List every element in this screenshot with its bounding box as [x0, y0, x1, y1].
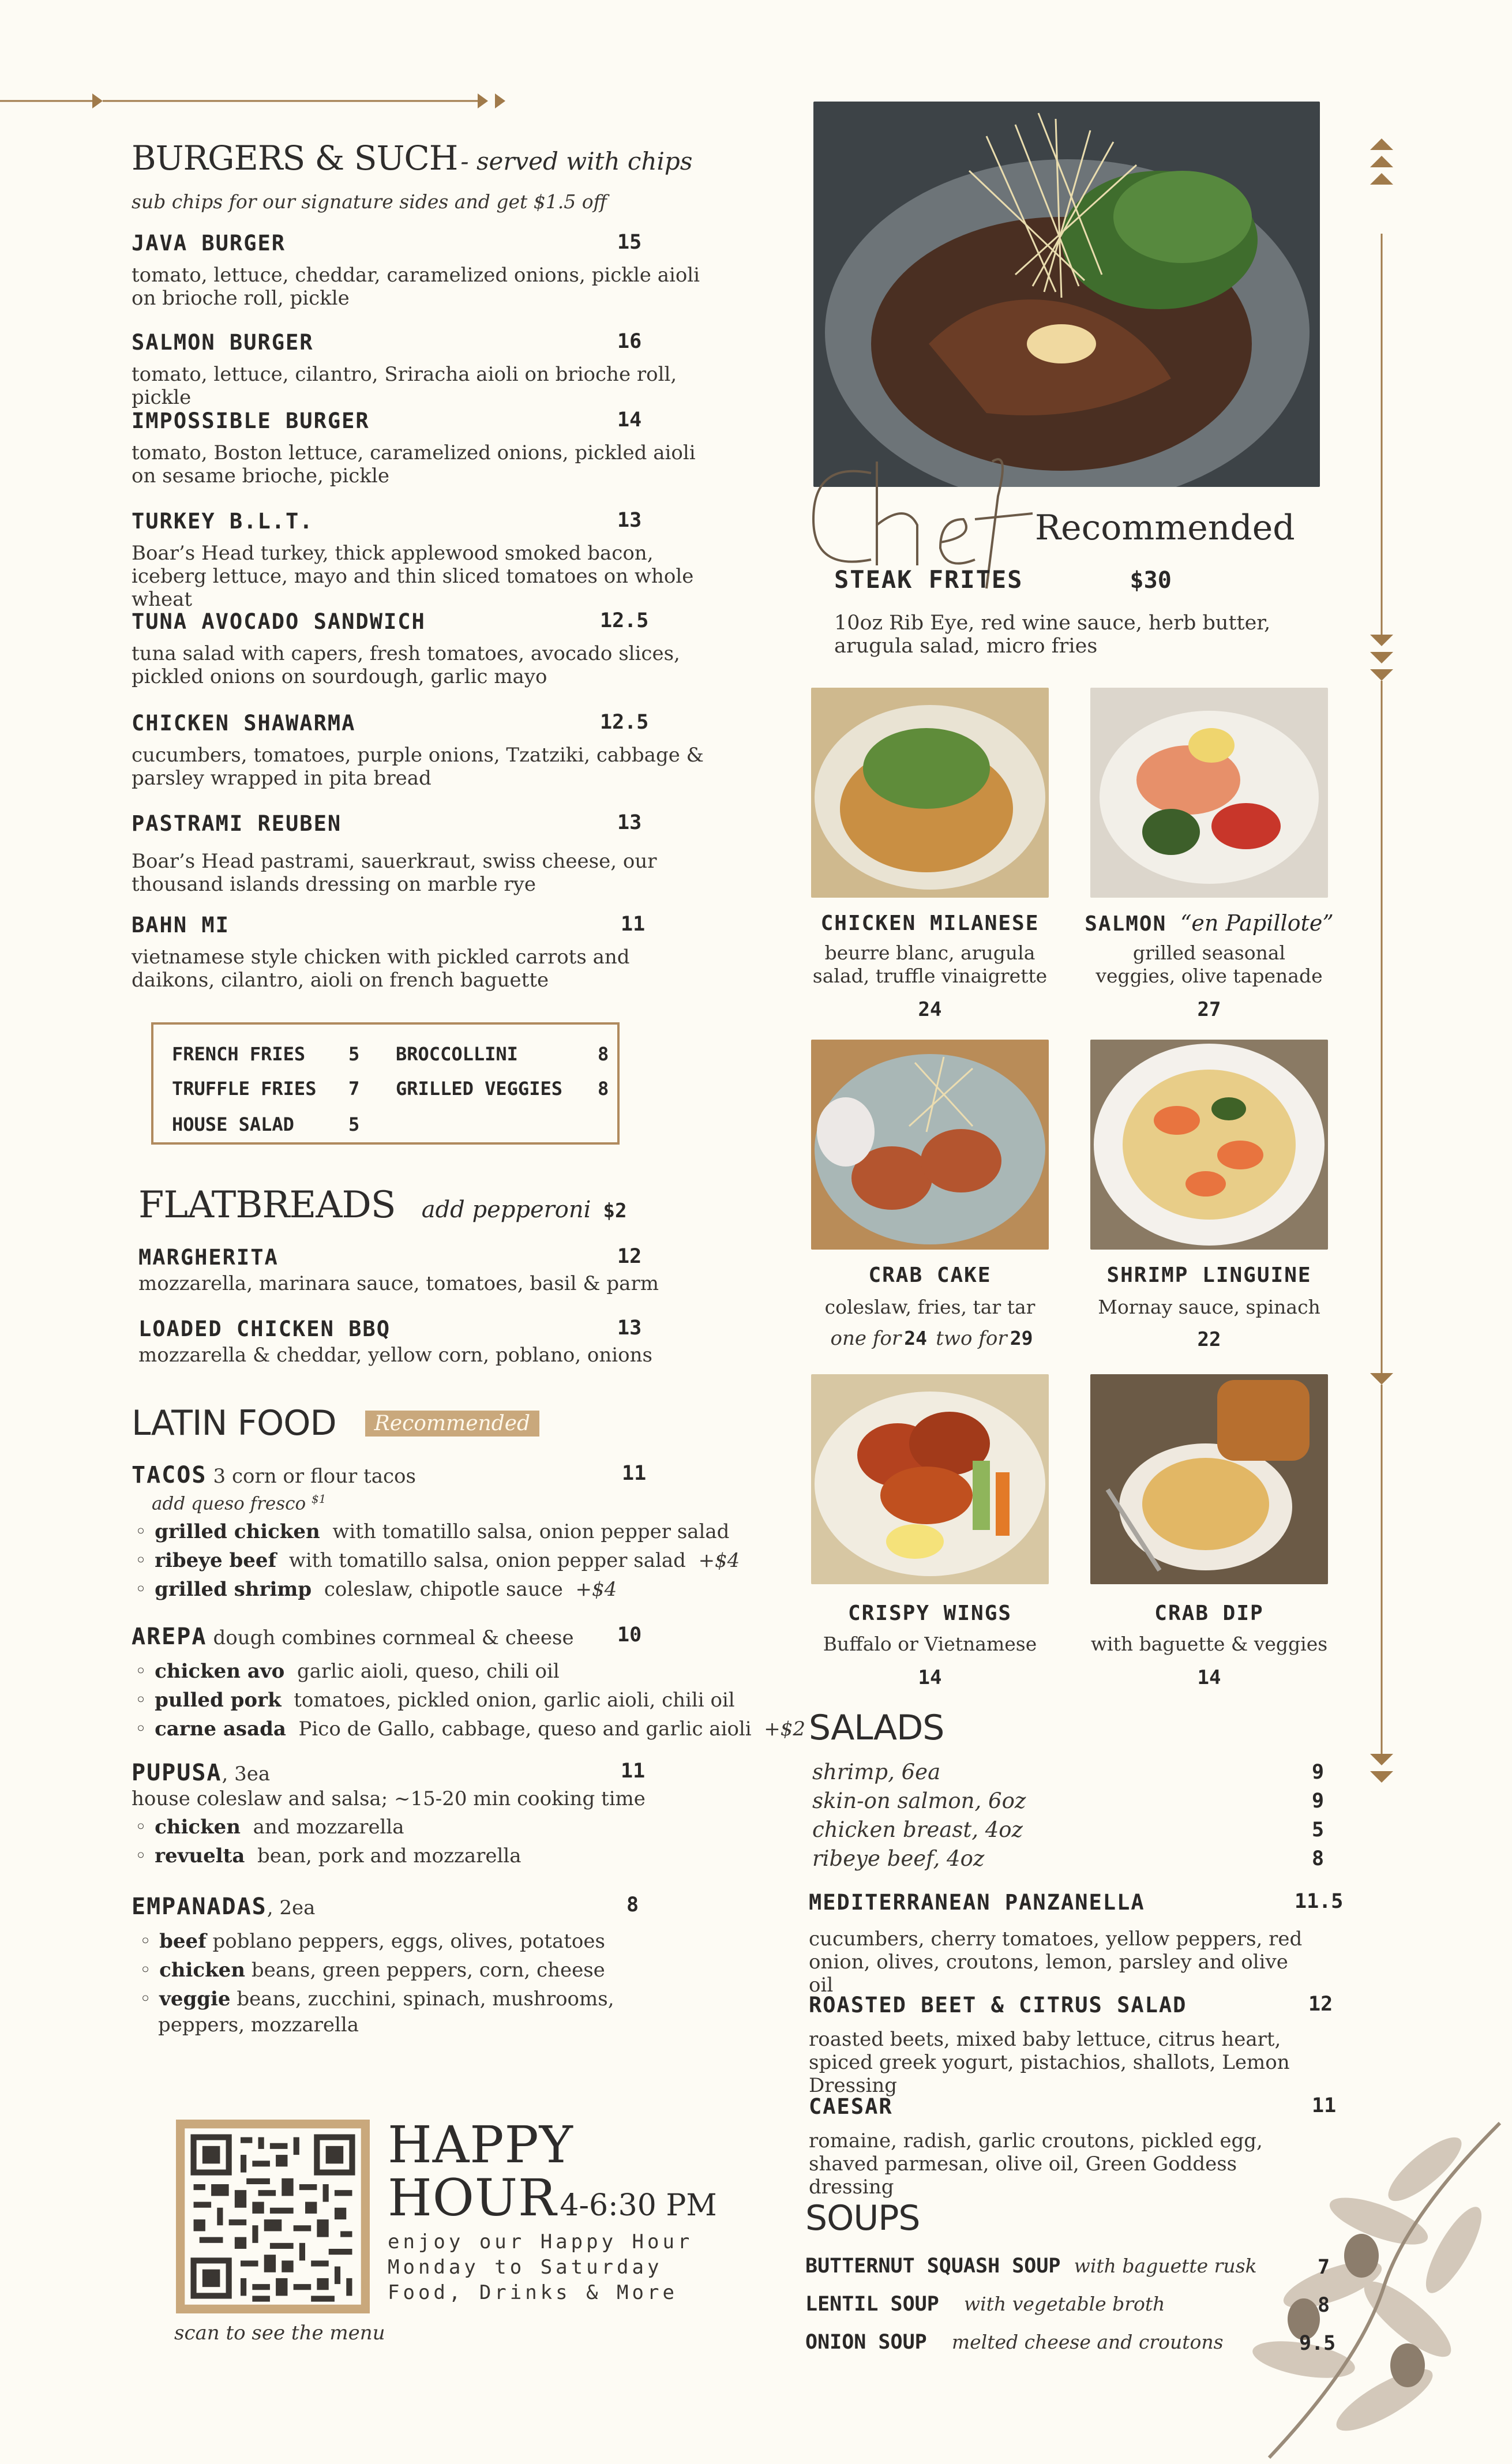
- list-item: skin-on salmon, 6oz 9: [812, 1788, 1325, 1813]
- soups-title: SOUPS: [805, 2198, 920, 2238]
- salmon-photo: [1090, 688, 1328, 898]
- menu-item: [132, 609, 708, 688]
- happy-hour-desc3: Food, Drinks & More: [388, 2281, 678, 2304]
- item-note: , 2ea: [267, 1896, 316, 1919]
- menu-item: [138, 1245, 659, 1295]
- item-desc: roasted beets, mixed baby lettuce, citrus heart, spiced greek yogurt, pistachios, shallots, Lemon Dressing: [809, 2028, 1290, 2097]
- menu-item: [138, 1317, 652, 1367]
- dish-name: CRISPY WINGS: [847, 1602, 1012, 1625]
- list-item: ◦ veggie beans, zucchini, spinach, mushrooms,: [140, 1985, 737, 2013]
- flatbreads-addon-price: $2: [603, 1199, 627, 1222]
- item-name: MEDITERRANEAN PANZANELLA: [809, 1890, 1145, 1915]
- tacos-addon-price: $1: [312, 1492, 327, 1506]
- dish-price: 27: [1197, 998, 1221, 1021]
- soup-item: LENTIL SOUP with vegetable broth 8: [805, 2293, 1330, 2317]
- dish-price: 22: [1197, 1328, 1221, 1351]
- item-name: PASTRAMI REUBEN: [132, 811, 342, 836]
- item-desc: tomato, lettuce, cilantro, Sriracha aioli on brioche roll, pickle: [132, 363, 677, 409]
- list-item: chicken breast, 4oz 5: [812, 1817, 1325, 1842]
- item-desc: cucumbers, tomatoes, purple onions, Tzatziki, cabbage & parsley wrapped in pita bread: [132, 744, 704, 790]
- top-arrow-decoration: [0, 92, 519, 110]
- item-desc: mozzarella & cheddar, yellow corn, poblano, onions: [138, 1344, 652, 1367]
- happy-hour-desc2: Monday to Saturday: [388, 2256, 663, 2279]
- menu-item: [809, 1890, 1344, 1997]
- salmon-image: [1090, 688, 1328, 898]
- side-name: GRILLED VEGGIES: [396, 1078, 562, 1100]
- item-price: 11: [621, 1760, 646, 1783]
- item-price: 12.5: [600, 609, 649, 632]
- item-price: 11: [621, 913, 646, 936]
- burgers-subtitle: - served with chips: [460, 147, 693, 175]
- dish-desc: with baguette & veggies: [1090, 1633, 1328, 1655]
- crab-dip-image: [1090, 1374, 1328, 1584]
- item-price: 14: [617, 408, 642, 432]
- dish-price: 14: [1197, 1666, 1221, 1689]
- qr-code-icon[interactable]: [176, 2120, 370, 2313]
- list-item: ◦ beef poblano peppers, eggs, olives, potatoes: [140, 1927, 737, 1956]
- pupusa-options: [135, 1813, 737, 1870]
- steak-image: [813, 102, 1320, 487]
- shrimp-linguine-photo: [1090, 1040, 1328, 1250]
- item-note: dough combines cornmeal & cheese: [213, 1626, 574, 1649]
- chef-dish-desc: 10oz Rib Eye, red wine sauce, herb butter, arugula salad, micro fries: [834, 612, 1271, 658]
- menu-item: [132, 408, 708, 487]
- pupusa-block: [132, 1760, 737, 1870]
- latin-header: [132, 1403, 539, 1443]
- item-price: 13: [617, 1317, 642, 1340]
- chef-dish-price: $30: [1130, 567, 1172, 594]
- side-name: FRENCH FRIES: [172, 1043, 306, 1065]
- list-item: ◦ grilled shrimp coleslaw, chipotle sauce +$4: [135, 1575, 737, 1604]
- flatbreads-title: FLATBREADS: [138, 1184, 396, 1227]
- item-price: 16: [617, 330, 642, 353]
- item-name: TURKEY B.L.T.: [132, 509, 314, 534]
- item-price: 11.5: [1295, 1890, 1344, 1913]
- flatbreads-header: [138, 1184, 626, 1227]
- crab-cake-photo: [811, 1040, 1049, 1250]
- crab-cake-image: [811, 1040, 1049, 1250]
- dish-price: 14: [918, 1666, 942, 1689]
- happy-hour-line2: HOUR: [388, 2168, 557, 2227]
- arepa-block: [132, 1623, 806, 1743]
- flatbreads-addon: add pepperoni: [421, 1197, 591, 1223]
- side-price: 5: [348, 1043, 360, 1065]
- dish-name: CHICKEN MILANESE: [820, 912, 1040, 935]
- list-item: ◦ chicken and mozzarella: [135, 1813, 737, 1842]
- latin-title: LATIN FOOD: [132, 1403, 336, 1443]
- happy-hour-line1: HAPPY: [388, 2115, 573, 2174]
- item-price: 13: [617, 509, 642, 532]
- dish-price: 24: [918, 998, 942, 1021]
- list-item: ◦ chicken beans, green peppers, corn, cheese: [140, 1956, 737, 1985]
- item-name: CHICKEN SHAWARMA: [132, 711, 356, 736]
- dish-desc: beurre blanc, arugula salad, truffle vinaigrette: [812, 942, 1048, 987]
- crispy-wings-photo: [811, 1374, 1049, 1584]
- happy-hour-block: [388, 2115, 717, 2304]
- salad-addons: [812, 1760, 1326, 1875]
- burgers-header: [132, 138, 692, 178]
- dish-desc: coleslaw, fries, tar tar: [824, 1296, 1035, 1318]
- dish-name: CRAB DIP: [1154, 1602, 1264, 1625]
- item-name: JAVA BURGER: [132, 231, 286, 256]
- menu-item: [132, 231, 708, 310]
- item-desc: Boar’s Head turkey, thick applewood smoked bacon, iceberg lettuce, mayo and thin sliced tomatoes on whole wheat: [132, 542, 694, 611]
- item-price: 13: [617, 811, 642, 834]
- dish-desc: Buffalo or Vietnamese: [823, 1633, 1037, 1655]
- tacos-options: [135, 1517, 740, 1604]
- item-desc: peppers, mozzarella: [158, 2013, 359, 2037]
- sides-box: [151, 1022, 620, 1145]
- side-price: 8: [598, 1043, 609, 1065]
- item-desc: house coleslaw and salsa; ~15-20 min cooking time: [132, 1787, 646, 1810]
- arepa-options: [135, 1657, 806, 1743]
- tacos-addon: add queso fresco: [152, 1493, 306, 1514]
- item-desc: mozzarella, marinara sauce, tomatoes, basil & parm: [138, 1272, 659, 1295]
- menu-item: [132, 711, 708, 790]
- item-desc: cucumbers, cherry tomatoes, yellow peppers, red onion, olives, croutons, lemon, parsley and olive oil: [809, 1927, 1303, 1997]
- list-item: ◦ pulled pork tomatoes, pickled onion, garlic aioli, chili oil: [135, 1686, 737, 1715]
- item-name: SALMON BURGER: [132, 330, 314, 355]
- item-name: BAHN MI: [132, 913, 230, 937]
- item-name: ROASTED BEET & CITRUS SALAD: [809, 1993, 1187, 2017]
- side-price: 8: [598, 1078, 609, 1100]
- item-name: MARGHERITA: [138, 1245, 279, 1270]
- menu-item: [132, 509, 708, 611]
- dish-desc: grilled seasonal veggies, olive tapenade: [1095, 942, 1323, 987]
- side-name: BROCCOLLINI: [396, 1043, 518, 1065]
- dish-name: CRAB CAKE: [868, 1263, 992, 1287]
- item-name: IMPOSSIBLE BURGER: [132, 408, 370, 433]
- crab-cake-prices: one for 24 two for 29: [830, 1327, 1033, 1350]
- empanadas-options: [140, 1927, 737, 2013]
- item-name: EMPANADAS: [132, 1893, 267, 1920]
- crispy-wings-image: [811, 1374, 1049, 1584]
- item-desc: Boar’s Head pastrami, sauerkraut, swiss cheese, our thousand islands dressing on marble rye: [132, 850, 657, 896]
- item-desc: tuna salad with capers, fresh tomatoes, avocado slices, pickled onions on sourdough, garlic mayo: [132, 642, 680, 688]
- item-note: , 3ea: [222, 1762, 271, 1786]
- item-name: TACOS: [132, 1462, 207, 1488]
- list-item: ribeye beef, 4oz 8: [812, 1846, 1325, 1871]
- chef-dish: [834, 565, 1172, 594]
- happy-hour-desc1: enjoy our Happy Hour: [388, 2230, 693, 2253]
- item-desc: vietnamese style chicken with pickled carrots and daikons, cilantro, aioli on french baguette: [132, 946, 630, 992]
- recommended-badge: Recommended: [365, 1411, 539, 1437]
- item-price: 8: [626, 1893, 639, 1917]
- side-price: 7: [348, 1078, 360, 1100]
- item-price: 12: [1308, 1993, 1333, 2016]
- list-item: shrimp, 6ea 9: [812, 1760, 1325, 1784]
- chicken-milanese-photo: [811, 688, 1049, 898]
- item-desc: romaine, radish, garlic croutons, pickled egg, shaved parmesan, olive oil, Green Goddess dressing: [809, 2129, 1263, 2199]
- item-desc: tomato, Boston lettuce, caramelized onions, pickled aioli on sesame brioche, pickle: [132, 441, 696, 487]
- list-item: ◦ grilled chicken with tomatillo salsa, onion pepper salad: [135, 1517, 737, 1546]
- item-name: LOADED CHICKEN BBQ: [138, 1317, 391, 1341]
- dish-name-salmon: SALMON “en Papillote”: [1085, 910, 1334, 936]
- item-name: AREPA: [132, 1623, 207, 1650]
- item-name: CAESAR: [809, 2094, 893, 2119]
- item-name: TUNA AVOCADO SANDWICH: [132, 609, 426, 634]
- item-name: PUPUSA: [132, 1760, 222, 1786]
- chef-recommended-label: Recommended: [1035, 508, 1295, 548]
- burgers-note: sub chips for our signature sides and get $1.5 off: [132, 190, 607, 213]
- steak-frites-photo: [813, 102, 1320, 487]
- menu-item: [132, 811, 708, 896]
- menu-item: [132, 330, 708, 409]
- side-name: HOUSE SALAD: [172, 1113, 294, 1135]
- empanadas-block: [132, 1893, 737, 2037]
- list-item: ◦ revuelta bean, pork and mozzarella: [135, 1842, 737, 1870]
- burgers-title: BURGERS & SUCH: [132, 138, 458, 178]
- menu-item: [132, 913, 708, 992]
- list-item: ◦ ribeye beef with tomatillo salsa, onion pepper salad +$4: [135, 1546, 737, 1575]
- item-note: 3 corn or flour tacos: [213, 1465, 416, 1488]
- item-price: 11: [622, 1462, 647, 1485]
- list-item: ◦ carne asada Pico de Gallo, cabbage, queso and garlic aioli +$2: [135, 1715, 737, 1743]
- happy-hour-time: 4-6:30 PM: [560, 2188, 717, 2223]
- right-vertical-decoration: [1367, 133, 1396, 1794]
- soup-item: ONION SOUP melted cheese and croutons 9.5: [805, 2331, 1336, 2355]
- chef-dish-name: STEAK FRITES: [834, 565, 1023, 594]
- shrimp-linguine-image: [1090, 1040, 1328, 1250]
- item-price: 11: [1312, 2094, 1337, 2117]
- soup-item: BUTTERNUT SQUASH SOUP with baguette rusk 7: [805, 2255, 1330, 2279]
- item-price: 12.5: [600, 711, 649, 734]
- item-price: 15: [617, 231, 642, 254]
- chicken-milanese-image: [811, 688, 1049, 898]
- dish-name: SHRIMP LINGUINE: [1106, 1263, 1312, 1287]
- list-item: ◦ chicken avo garlic aioli, queso, chili oil: [135, 1657, 737, 1686]
- scan-label: scan to see the menu: [174, 2322, 385, 2345]
- side-price: 5: [348, 1113, 360, 1135]
- item-desc: tomato, lettuce, cheddar, caramelized onions, pickle aioli on brioche roll, pickle: [132, 264, 700, 310]
- side-name: TRUFFLE FRIES: [172, 1078, 317, 1100]
- dish-desc: Mornay sauce, spinach: [1098, 1296, 1320, 1318]
- item-price: 10: [617, 1623, 642, 1647]
- crab-dip-photo: [1090, 1374, 1328, 1584]
- menu-item: [809, 1993, 1333, 2097]
- tacos-block: [132, 1462, 740, 1604]
- salads-title: SALADS: [809, 1708, 944, 1748]
- item-price: 12: [617, 1245, 642, 1268]
